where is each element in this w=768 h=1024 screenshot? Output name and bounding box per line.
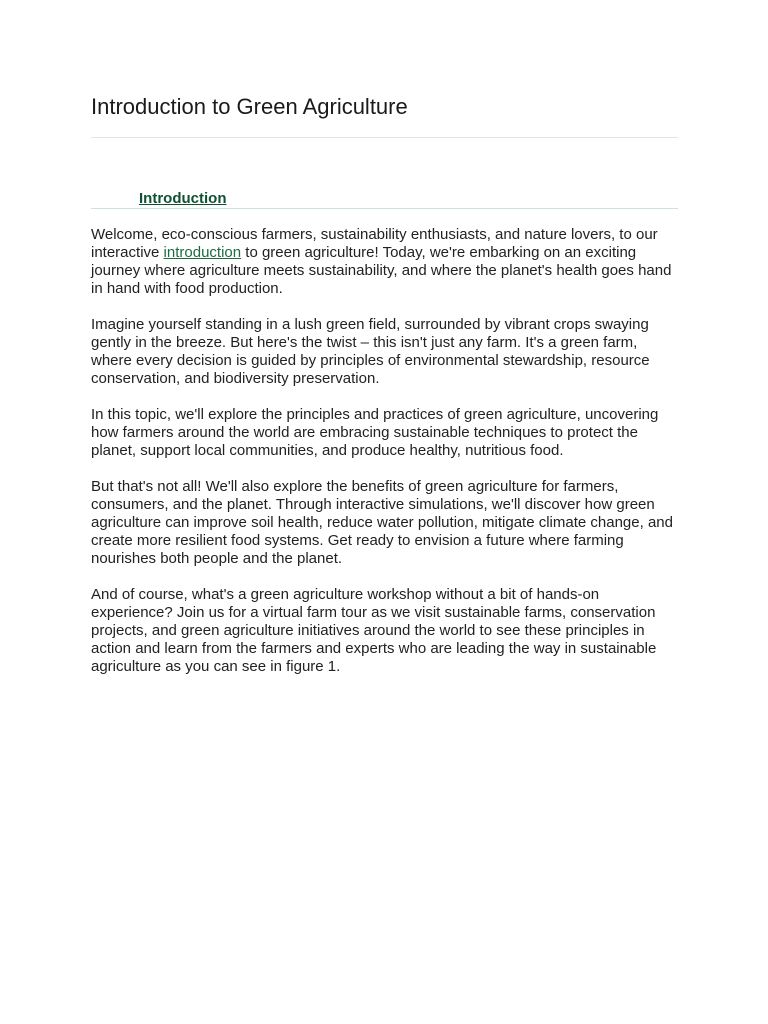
section-divider <box>91 208 678 209</box>
title-divider <box>91 137 678 138</box>
paragraph-topic: In this topic, we'll explore the principles and practices of green agriculture, uncovering how farmers around the world are embracing sustainable techniques to protect the planet, support local communities, and produce healthy, nutritious food. <box>91 406 659 459</box>
paragraph-welcome <box>91 226 681 298</box>
paragraph-benefits: But that's not all! We'll also explore the benefits of green agriculture for farmers, consumers, and the planet. Through interactive simulations, we'll discover how green agriculture can improve soil health, reduce water pollution, mitigate climate change, and create more resilient food systems. Get ready to envision a future where farming nourishes both people and the planet. <box>91 478 673 567</box>
paragraph-text: to green agriculture! Today, we're embarking on an exciting journey where agriculture meets sustainability, and where the planet's health goes hand in hand with food production. <box>91 244 672 297</box>
paragraph-text: Welcome, eco-conscious farmers, sustainability enthusiasts, and nature lovers, to our interactive <box>91 226 658 261</box>
paragraph-imagine: Imagine yourself standing in a lush green field, surrounded by vibrant crops swaying gently in the breeze. But here's the twist – this isn't just any farm. It's a green farm, where every decision is guided by principles of environmental stewardship, resource conservation, and biodiversity preservation. <box>91 316 650 387</box>
section-heading-introduction[interactable]: Introduction <box>139 190 227 207</box>
document-body <box>91 226 681 694</box>
page-title: Introduction to Green Agriculture <box>91 94 408 119</box>
paragraph-farm-tour: And of course, what's a green agriculture workshop without a bit of hands-on experience? Join us for a virtual farm tour as we visit sustainable farms, conservation projects, and green agriculture initiatives around the world to see these principles in action and learn from the farmers and experts who are leading the way in sustainable agriculture as you can see in figure 1. <box>91 586 657 675</box>
introduction-link[interactable]: introduction <box>163 244 242 261</box>
